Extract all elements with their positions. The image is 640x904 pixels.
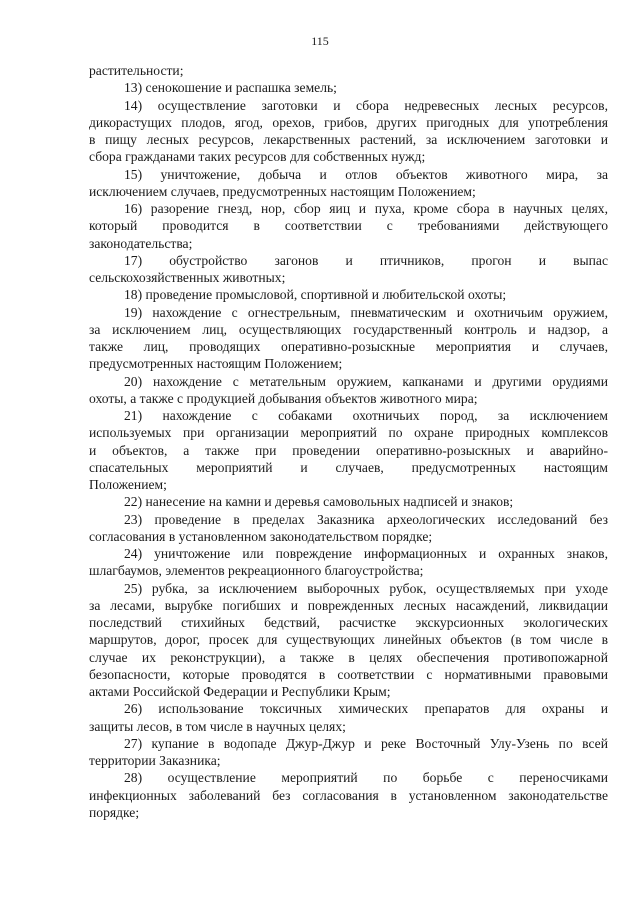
text-line: за лесами, вырубке погибших и поврежденных лесных насаждений, ликвидации <box>89 597 608 613</box>
text-line: 28) осуществление мероприятий по борьбе с переносчиками <box>124 770 608 786</box>
text-line: 19) нахождение с огнестрельным, пневматическим и охотничьим оружием, <box>124 304 608 320</box>
text-line: маршрутов, дорог, просек для существующих линейных объектов (в том числе в <box>89 632 608 648</box>
text-line: который проводится в соответствии с требованиями действующего <box>89 218 608 234</box>
text-line: 25) рубка, за исключением выборочных рубок, осуществляемых при уходе <box>124 580 608 596</box>
text-line: 13) сенокошение и распашка земель; <box>124 80 337 96</box>
text-line: также лиц, проводящих оперативно-розыскные мероприятия и случаев, <box>89 339 608 354</box>
text-line: защиты лесов, в том числе в научных целях; <box>89 718 346 734</box>
text-line: актами Российской Федерации и Республики Крым; <box>89 684 391 699</box>
text-line: 15) уничтожение, добыча и отлов объектов животного мира, за <box>124 166 608 182</box>
text-line: 26) использование токсичных химических препаратов для охраны и <box>124 701 608 717</box>
text-line: за исключением лиц, осуществляющих государственный контроль и надзор, а <box>89 321 608 337</box>
text-line: 24) уничтожение или повреждение информационных и охранных знаков, <box>124 546 608 561</box>
text-line: растительности; <box>89 63 184 78</box>
text-line: 17) обустройство загонов и птичников, прогон и выпас <box>124 252 608 268</box>
text-line: охоты, а также с продукцией добывания объектов животного мира; <box>89 390 478 406</box>
text-line: и объектов, а также при проведении оперативно-розыскных и аварийно- <box>89 442 608 458</box>
text-line: последствий стихийных бедствий, расчистке экскурсионных экологических <box>89 615 608 630</box>
text-line: 16) разорение гнезд, нор, сбор яиц и пуха, кроме сбора в научных целях, <box>124 201 608 216</box>
text-line: безопасности, которые проводятся в соответствии с нормативными правовыми <box>89 666 608 682</box>
text-line: порядке; <box>89 804 140 820</box>
text-line: случае их реконструкции), а также в целях обеспечения противопожарной <box>89 649 608 665</box>
text-line: исключением случаев, предусмотренных настоящим Положением; <box>89 183 476 199</box>
text-line: сельскохозяйственных животных; <box>89 270 286 285</box>
text-line: спасательных мероприятий и случаев, предусмотренных настоящим <box>89 459 608 475</box>
text-line: согласования в установленном законодательством порядке; <box>89 528 433 544</box>
text-line: сбора гражданами таких ресурсов для собственных нужд; <box>89 149 426 165</box>
text-line: Положением; <box>89 477 167 492</box>
text-line: 27) купание в водопаде Джур-Джур и реке Восточный Улу-Узень по всей <box>124 735 608 751</box>
text-line: дикорастущих плодов, ягод, орехов, грибов, других пригодных для употребления <box>89 114 608 130</box>
text-line: инфекционных заболеваний без согласования в установленном законодательстве <box>89 787 608 803</box>
text-line: шлагбаумов, элементов рекреационного благоустройства; <box>89 563 424 579</box>
text-line: предусмотренных настоящим Положением; <box>89 356 343 372</box>
text-line: используемых при организации мероприятий по охране природных комплексов <box>89 425 608 441</box>
text-line: 14) осуществление заготовки и сбора недревесных лесных ресурсов, <box>124 97 608 113</box>
page-number: 115 <box>311 34 329 48</box>
text-line: территории Заказника; <box>89 753 221 768</box>
text-line: 22) нанесение на камни и деревья самовольных надписей и знаков; <box>124 494 514 510</box>
text-line: в пищу лесных ресурсов, лекарственных растений, за исключением заготовки и <box>89 132 608 147</box>
text-line: 21) нахождение с собаками охотничьих пород, за исключением <box>124 408 608 423</box>
text-line: 20) нахождение с метательным оружием, капканами и другими орудиями <box>124 373 608 389</box>
text-line: законодательства; <box>89 235 193 251</box>
text-line: 23) проведение в пределах Заказника археологических исследований без <box>124 511 608 527</box>
document-body <box>89 62 608 821</box>
text-line: 18) проведение промысловой, спортивной и любительской охоты; <box>124 287 507 303</box>
